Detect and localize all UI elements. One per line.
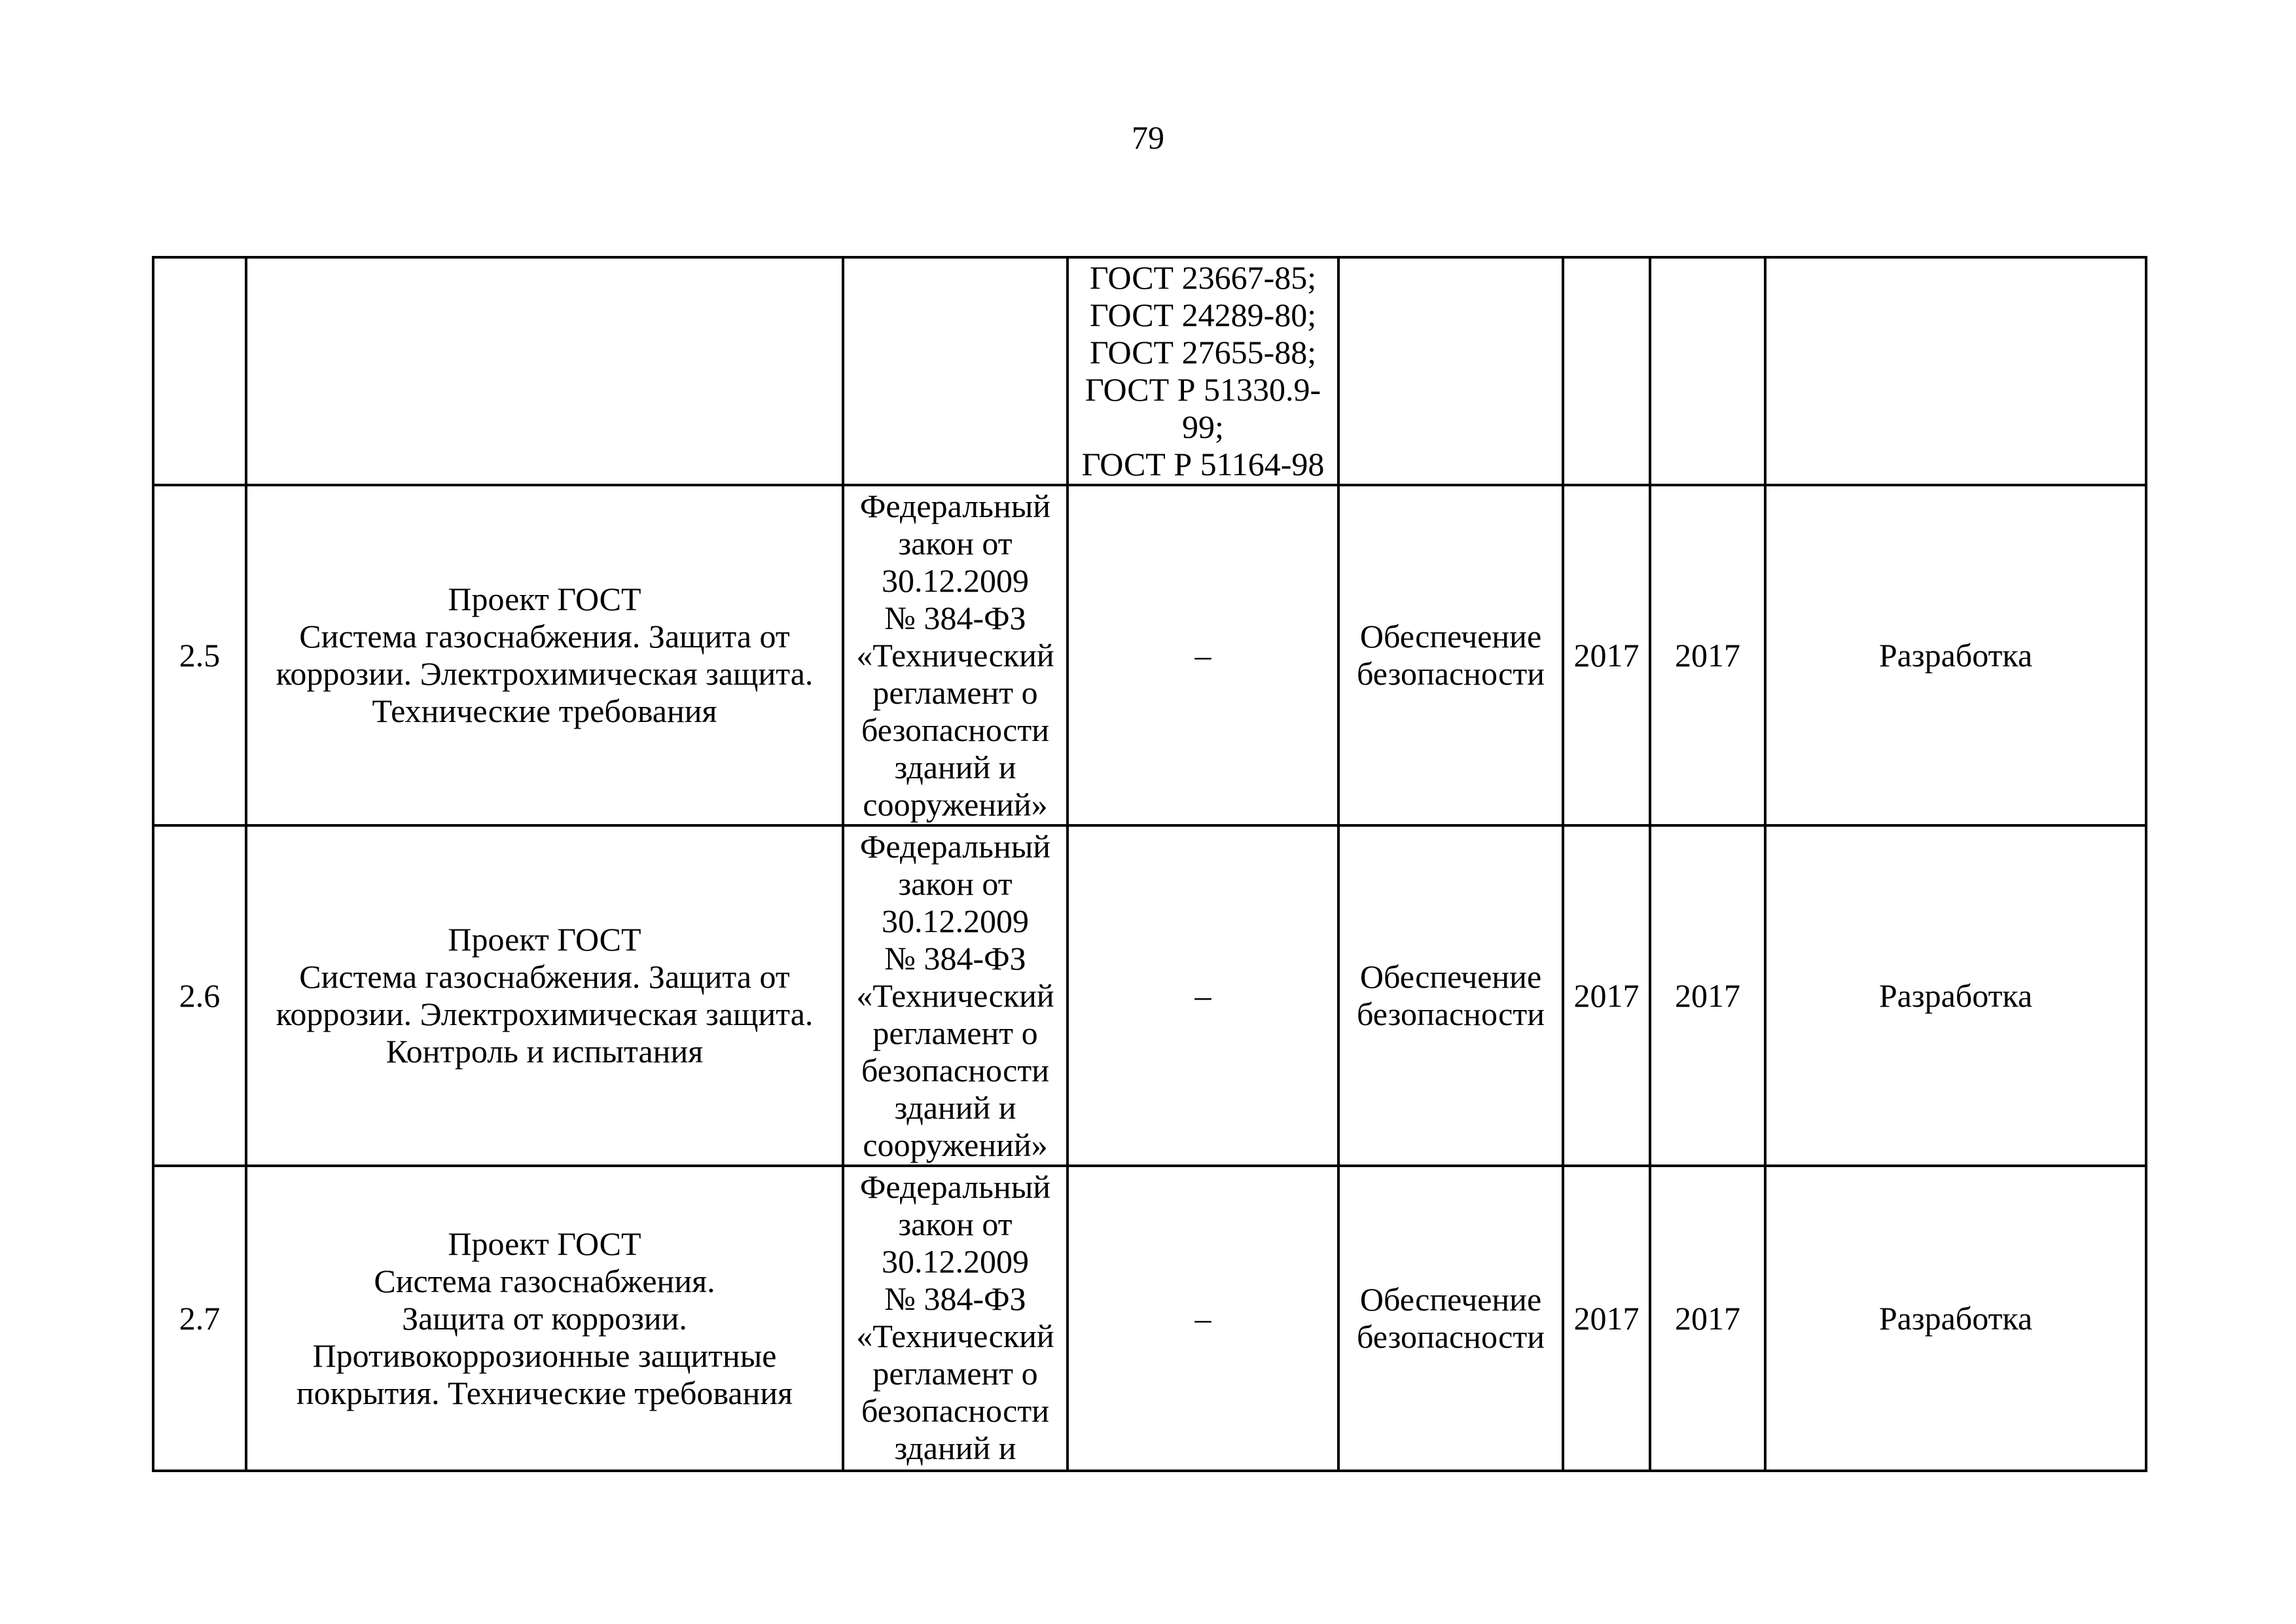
cell-year-start: 2017	[1563, 1166, 1650, 1471]
table-row	[153, 825, 2146, 1166]
purpose-line: безопасности	[1357, 655, 1545, 692]
title-line: Противокоррозионные защитные	[312, 1337, 777, 1374]
cell-purpose	[1338, 825, 1563, 1166]
cell-year-end: 2017	[1650, 825, 1765, 1166]
law-line: 30.12.2009	[882, 1243, 1029, 1280]
cell-stage: Разработка	[1765, 485, 2146, 825]
cell-title	[246, 1166, 843, 1471]
standard-line: ГОСТ Р 51164-98	[1081, 446, 1325, 482]
title-line: Система газоснабжения.	[374, 1262, 715, 1299]
cell-law	[843, 825, 1067, 1166]
law-line: закон от	[898, 1206, 1013, 1242]
title-line: покрытия. Технические требования	[296, 1374, 793, 1411]
title-line: Контроль и испытания	[386, 1033, 704, 1070]
law-line: зданий и	[894, 748, 1016, 785]
law-line: сооружений»	[863, 1126, 1048, 1163]
cell-purpose	[1338, 1166, 1563, 1471]
cell-year-start: 2017	[1563, 485, 1650, 825]
law-line: № 384-ФЗ	[884, 939, 1026, 977]
title-line: коррозии. Электрохимическая защита.	[276, 996, 814, 1032]
law-line: «Технический	[856, 1318, 1054, 1354]
cell-purpose	[1338, 485, 1563, 825]
standard-line: ГОСТ 23667-85;	[1089, 259, 1317, 296]
law-line: сооружений»	[863, 785, 1048, 823]
purpose-line: Обеспечение	[1359, 958, 1542, 995]
law-line: безопасности	[861, 1392, 1049, 1429]
cell-year-end: 2017	[1650, 485, 1765, 825]
standard-line: ГОСТ 24289-80;	[1089, 297, 1317, 333]
law-line: «Технический	[856, 636, 1054, 674]
table-row-continuation	[153, 257, 2146, 485]
cell-law	[843, 1166, 1067, 1471]
law-line: зданий и	[894, 1430, 1016, 1466]
cell-standards: –	[1067, 1166, 1338, 1471]
cell-standards: –	[1067, 485, 1338, 825]
cell-title	[246, 257, 843, 485]
law-line: безопасности	[861, 1051, 1049, 1089]
cell-number: 2.5	[153, 485, 246, 825]
cell-title	[246, 825, 843, 1166]
purpose-line: Обеспечение	[1359, 1281, 1542, 1318]
law-line: регламент о	[872, 674, 1038, 711]
law-line: Федеральный	[859, 1168, 1051, 1205]
standard-line: 99;	[1182, 408, 1224, 445]
title-line: Проект ГОСТ	[448, 921, 641, 958]
title-line: Технические требования	[372, 693, 717, 729]
cell-year-end	[1650, 257, 1765, 485]
title-line: Проект ГОСТ	[448, 1225, 641, 1262]
cell-number: 2.6	[153, 825, 246, 1166]
law-line: закон от	[898, 865, 1013, 902]
cell-standards	[1067, 257, 1338, 485]
cell-standards: –	[1067, 825, 1338, 1166]
law-line: № 384-ФЗ	[884, 1280, 1026, 1317]
title-line: Защита от коррозии.	[402, 1299, 687, 1337]
cell-stage	[1765, 257, 2146, 485]
law-line: «Технический	[856, 977, 1054, 1014]
table-row	[153, 485, 2146, 825]
title-line: Система газоснабжения. Защита от	[299, 618, 790, 655]
cell-law	[843, 485, 1067, 825]
standards-table	[152, 256, 2147, 1472]
cell-number	[153, 257, 246, 485]
cell-year-start: 2017	[1563, 825, 1650, 1166]
title-line: Проект ГОСТ	[448, 581, 641, 617]
law-line: 30.12.2009	[882, 902, 1029, 939]
law-line: регламент о	[872, 1014, 1038, 1051]
cell-stage: Разработка	[1765, 1166, 2146, 1471]
cell-year-start	[1563, 257, 1650, 485]
cell-stage: Разработка	[1765, 825, 2146, 1166]
law-line: закон от	[898, 524, 1013, 562]
purpose-line: Обеспечение	[1359, 618, 1542, 655]
law-line: № 384-ФЗ	[884, 599, 1026, 636]
cell-number: 2.7	[153, 1166, 246, 1471]
page-number: 79	[1132, 119, 1164, 156]
law-line: регламент о	[872, 1355, 1038, 1392]
standard-line: ГОСТ 27655-88;	[1089, 334, 1317, 370]
purpose-line: безопасности	[1357, 1318, 1545, 1355]
title-line: коррозии. Электрохимическая защита.	[276, 655, 814, 692]
standard-line: ГОСТ Р 51330.9-	[1085, 371, 1321, 408]
cell-title	[246, 485, 843, 825]
law-line: 30.12.2009	[882, 562, 1029, 599]
cell-year-end: 2017	[1650, 1166, 1765, 1471]
law-line: Федеральный	[859, 487, 1051, 524]
cell-purpose	[1338, 257, 1563, 485]
law-line: Федеральный	[859, 827, 1051, 865]
table-row	[153, 1166, 2146, 1471]
law-line: безопасности	[861, 711, 1049, 748]
cell-law	[843, 257, 1067, 485]
title-line: Система газоснабжения. Защита от	[299, 958, 790, 995]
purpose-line: безопасности	[1357, 996, 1545, 1032]
law-line: зданий и	[894, 1089, 1016, 1126]
